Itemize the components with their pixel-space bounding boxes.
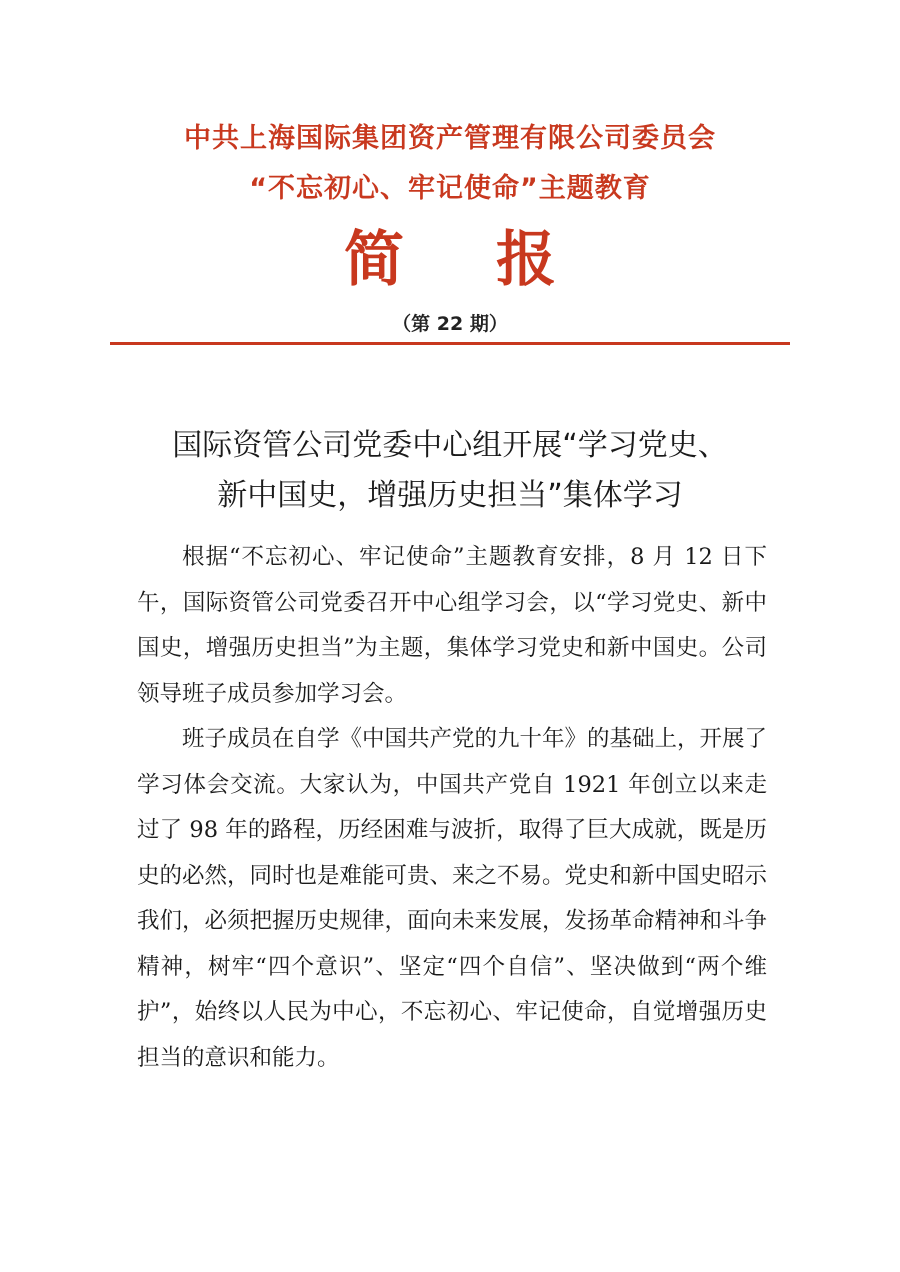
red-divider	[110, 342, 790, 345]
bulletin-title: 简报	[344, 225, 648, 295]
article-title-line-2: 新中国史，增强历史担当”集体学习	[217, 478, 683, 513]
article-title-line-1: 国际资管公司党委中心组开展“学习党史、	[172, 428, 728, 463]
organization-name: 中共上海国际集团资产管理有限公司委员会	[184, 123, 716, 154]
paragraph-2: 班子成员在自学《中国共产党的九十年》的基础上，开展了学习体会交流。大家认为，中国共产党自 1921 年创立以来走过了 98 年的路程，历经困难与波折，取得了巨大成就，既是历史的必然，同时也是难能可贵、来之不易。党史和新中国史昭示我们，必须把握历史规律，面向未来发展，发扬革命精神和斗争精神，树牢“四个意识”、坚定“四个自信”、坚决做到“两个维护”，始终以人民为中心，不忘初心、牢记使命，自觉增强历史担当的意识和能力。	[137, 726, 768, 1071]
article-body	[137, 535, 767, 1081]
issue-number: （第 22 期）	[392, 313, 508, 335]
campaign-title: “不忘初心、牢记使命”主题教育	[249, 173, 651, 204]
paragraph-1: 根据“不忘初心、牢记使命”主题教育安排，8 月 12 日下午，国际资管公司党委召开中心组学习会，以“学习党史、新中国史，增强历史担当”为主题，集体学习党史和新中国史。公司领导班子成员参加学习会。	[137, 544, 767, 707]
